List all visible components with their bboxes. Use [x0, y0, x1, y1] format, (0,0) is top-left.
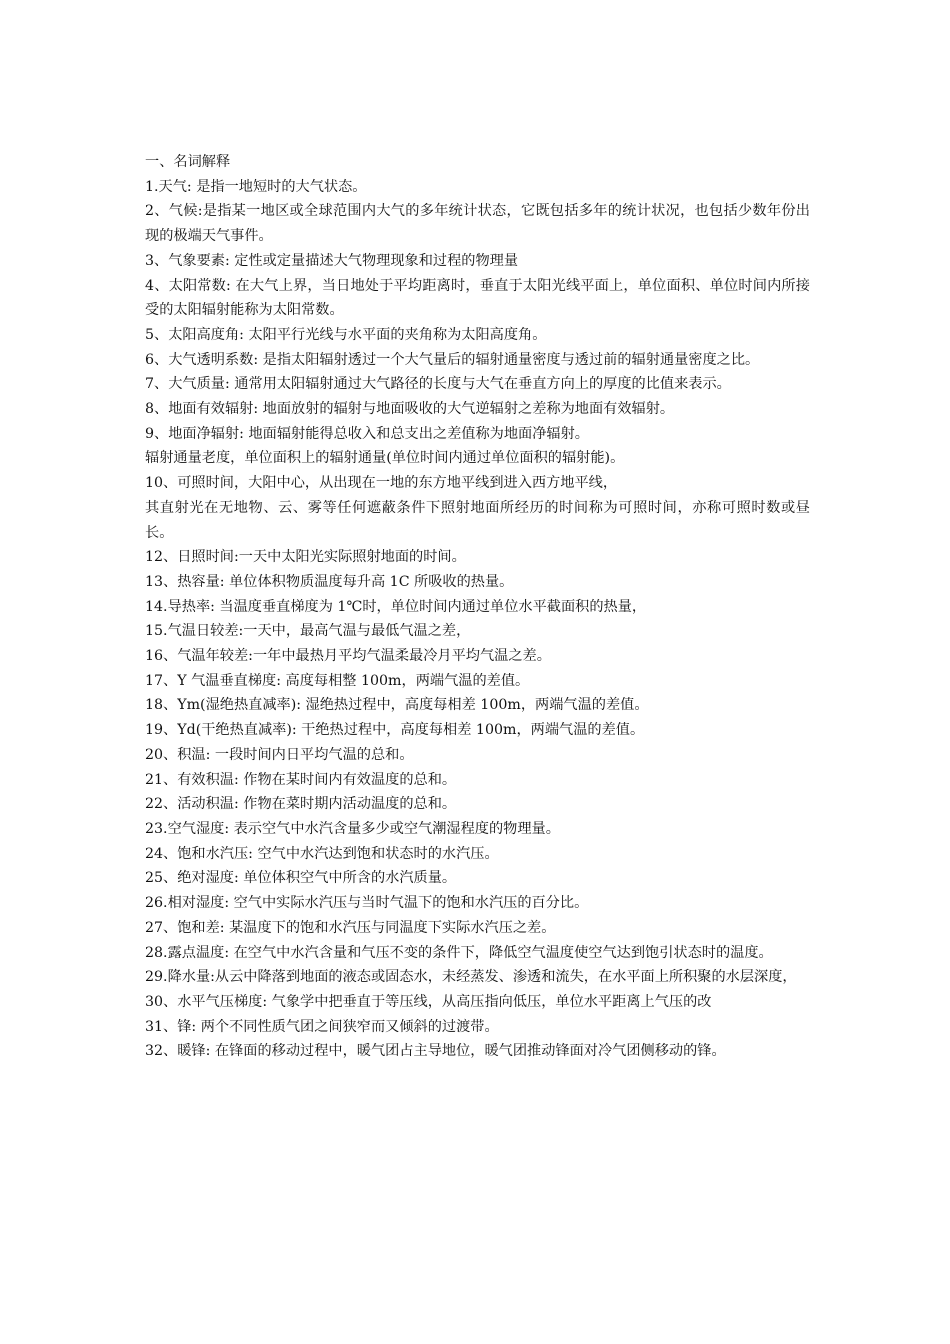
- definition-entry: 27、饱和差: 某温度下的饱和水汽压与同温度下实际水汽压之差。: [145, 919, 556, 936]
- definition-entry: 23.空气湿度: 表示空气中水汽含量多少或空气潮湿程度的物理量。: [145, 820, 560, 837]
- definition-entry: 30、水平气压梯度: 气象学中把垂直于等压线，从高压指向低压，单位水平距离上气压的改: [145, 993, 712, 1010]
- definition-entry: 17、Y 气温垂直梯度: 高度每相整 100m，两端气温的差值。: [145, 672, 530, 689]
- definition-entry: 31、锋: 两个不同性质气团之间狭窄而又倾斜的过渡带。: [145, 1018, 499, 1035]
- definition-entry: 5、太阳高度角: 太阳平行光线与水平面的夹角称为太阳高度角。: [145, 326, 547, 343]
- definition-entry: 辐射通量老度，单位面积上的辐射通量(单位时间内通过单位面积的辐射能)。: [145, 450, 625, 467]
- definition-entry: 28.露点温度: 在空气中水汽含量和气压不变的条件下，降低空气温度使空气达到饱引状态时的温度。: [145, 944, 773, 961]
- definition-entry: 4、太阳常数: 在大气上界，当日地处于平均距离时，垂直于太阳光线平面上，单位面积、单位时间内所接受的太阳辐射能称为太阳常数。: [145, 277, 810, 319]
- definition-entry: 10、可照时间，大阳中心，从出现在一地的东方地平线到进入西方地平线，: [145, 475, 618, 492]
- definition-entry: 24、饱和水汽压: 空气中水汽达到饱和状态时的水汽压。: [145, 845, 499, 862]
- definition-entry: 19、Yd(干绝热直减率): 干绝热过程中，高度每相差 100m，两端气温的差值。: [145, 722, 645, 739]
- definition-entry: 12、日照时间:一天中太阳光实际照射地面的时间。: [145, 549, 466, 566]
- definition-entry: 21、有效积温: 作物在某时间内有效温度的总和。: [145, 771, 457, 788]
- definition-entry: 1.天气: 是指一地短时的大气状态。: [145, 178, 367, 195]
- definition-entry: 26.相对湿度: 空气中实际水汽压与当时气温下的饱和水汽压的百分比。: [145, 895, 589, 912]
- definition-entry: 13、热容量: 单位体积物质温度每升高 1C 所吸收的热量。: [145, 573, 514, 590]
- definition-list: [145, 175, 810, 1064]
- definition-entry: 14.导热率: 当温度垂直梯度为 1℃时，单位时间内通过单位水平截面积的热量，: [145, 598, 647, 615]
- definition-entry: 其直射光在无地物、云、雾等任何遮蔽条件下照射地面所经历的时间称为可照时间，亦称可照时数或昼长。: [145, 499, 810, 541]
- definition-entry: 7、大气质量: 通常用太阳辐射通过大气路径的长度与大气在垂直方向上的厚度的比值来表示。: [145, 376, 731, 393]
- definition-entry: 20、积温: 一段时间内日平均气温的总和。: [145, 746, 414, 763]
- definition-entry: 2、气候:是指某一地区或全球范围内大气的多年统计状态，它既包括多年的统计状况，也包括少数年份出现的极端天气事件。: [145, 203, 810, 245]
- definition-entry: 29.降水量:从云中降落到地面的液态或固态水，未经蒸发、渗透和流失，在水平面上所积聚的水层深度，: [145, 969, 797, 986]
- document-body: [145, 150, 810, 1064]
- definition-entry: 9、地面净辐射: 地面辐射能得总收入和总支出之差值称为地面净辐射。: [145, 425, 589, 442]
- definition-entry: 18、Ym(湿绝热直减率): 湿绝热过程中，高度每相差 100m，两端气温的差值。: [145, 697, 649, 714]
- definition-entry: 3、气象要素: 定性或定量描述大气物理现象和过程的物理量: [145, 252, 519, 269]
- section-heading: 一、名词解释: [145, 154, 231, 170]
- definition-entry: 8、地面有效辐射: 地面放射的辐射与地面吸收的大气逆辐射之差称为地面有效辐射。: [145, 401, 675, 418]
- definition-entry: 22、活动积温: 作物在菜时期内活动温度的总和。: [145, 796, 457, 813]
- definition-entry: 6、大气透明系数: 是指太阳辐射透过一个大气量后的辐射通量密度与透过前的辐射通量密度之比。: [145, 351, 760, 368]
- definition-entry: 16、气温年较差:一年中最热月平均气温柔最冷月平均气温之差。: [145, 648, 551, 665]
- definition-entry: 25、绝对湿度: 单位体积空气中所含的水汽质量。: [145, 870, 457, 887]
- definition-entry: 32、暖锋: 在锋面的移动过程中，暖气团占主导地位，暖气团推动锋面对冷气团侧移动的锋。: [145, 1043, 726, 1060]
- definition-entry: 15.气温日较差:一天中，最高气温与最低气温之差，: [145, 623, 471, 640]
